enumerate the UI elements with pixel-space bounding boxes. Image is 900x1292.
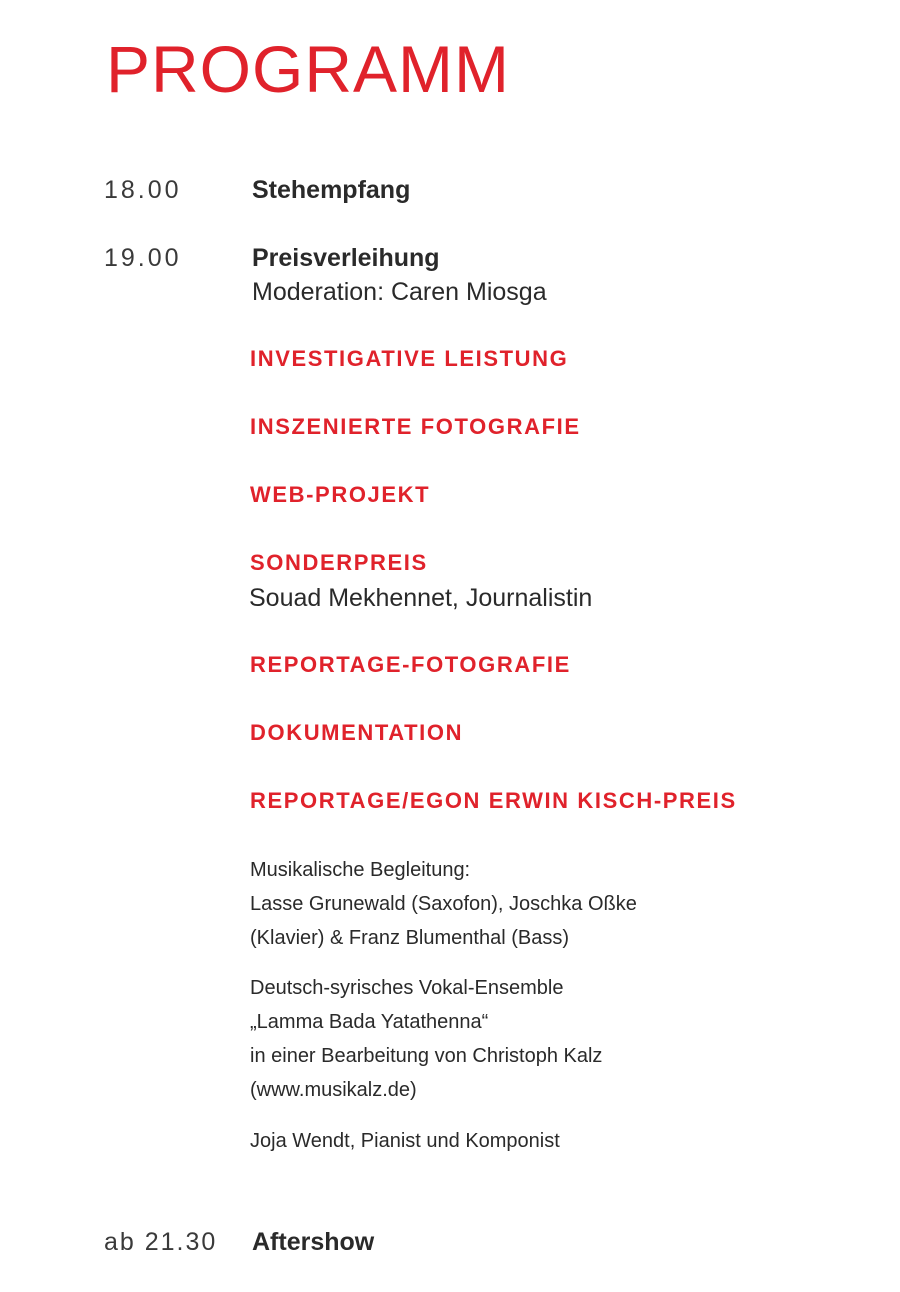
- category-web-projekt: WEB-PROJEKT: [250, 482, 431, 507]
- note-line: Lasse Grunewald (Saxofon), Joschka Oßke: [250, 893, 637, 915]
- note-line: (Klavier) & Franz Blumenthal (Bass): [250, 927, 569, 949]
- event-stehempfang: Stehempfang: [252, 176, 411, 204]
- note-line: „Lamma Bada Yatathenna“: [250, 1011, 489, 1033]
- note-line: Musikalische Begleitung:: [250, 859, 471, 881]
- category-kisch-preis: REPORTAGE/EGON ERWIN KISCH-PREIS: [250, 788, 737, 813]
- time-21-30: ab 21.30: [104, 1228, 218, 1256]
- note-line: Deutsch-syrisches Vokal-Ensemble: [250, 977, 564, 999]
- event-aftershow: Aftershow: [252, 1228, 375, 1256]
- time-18-00: 18.00: [104, 176, 182, 204]
- page-title: PROGRAMM: [106, 32, 510, 106]
- category-investigative-leistung: INVESTIGATIVE LEISTUNG: [250, 346, 569, 371]
- time-19-00: 19.00: [104, 244, 182, 272]
- event-preisverleihung: Preisverleihung: [252, 244, 440, 272]
- category-reportage-fotografie: REPORTAGE-FOTOGRAFIE: [250, 652, 571, 677]
- moderation-line: Moderation: Caren Miosga: [252, 278, 547, 306]
- music-note-ensemble: [250, 971, 602, 1107]
- note-line: (www.musikalz.de): [250, 1079, 417, 1101]
- music-note-pianist: [250, 1124, 560, 1158]
- music-note-accompaniment: [250, 853, 637, 955]
- category-inszenierte-fotografie: INSZENIERTE FOTOGRAFIE: [250, 414, 581, 439]
- category-sonderpreis: SONDERPREIS: [250, 550, 428, 575]
- sonderpreis-detail: Souad Mekhennet, Journalistin: [249, 584, 593, 612]
- category-dokumentation: DOKUMENTATION: [250, 720, 464, 745]
- note-line: in einer Bearbeitung von Christoph Kalz: [250, 1045, 603, 1067]
- note-line: Joja Wendt, Pianist und Komponist: [250, 1130, 560, 1152]
